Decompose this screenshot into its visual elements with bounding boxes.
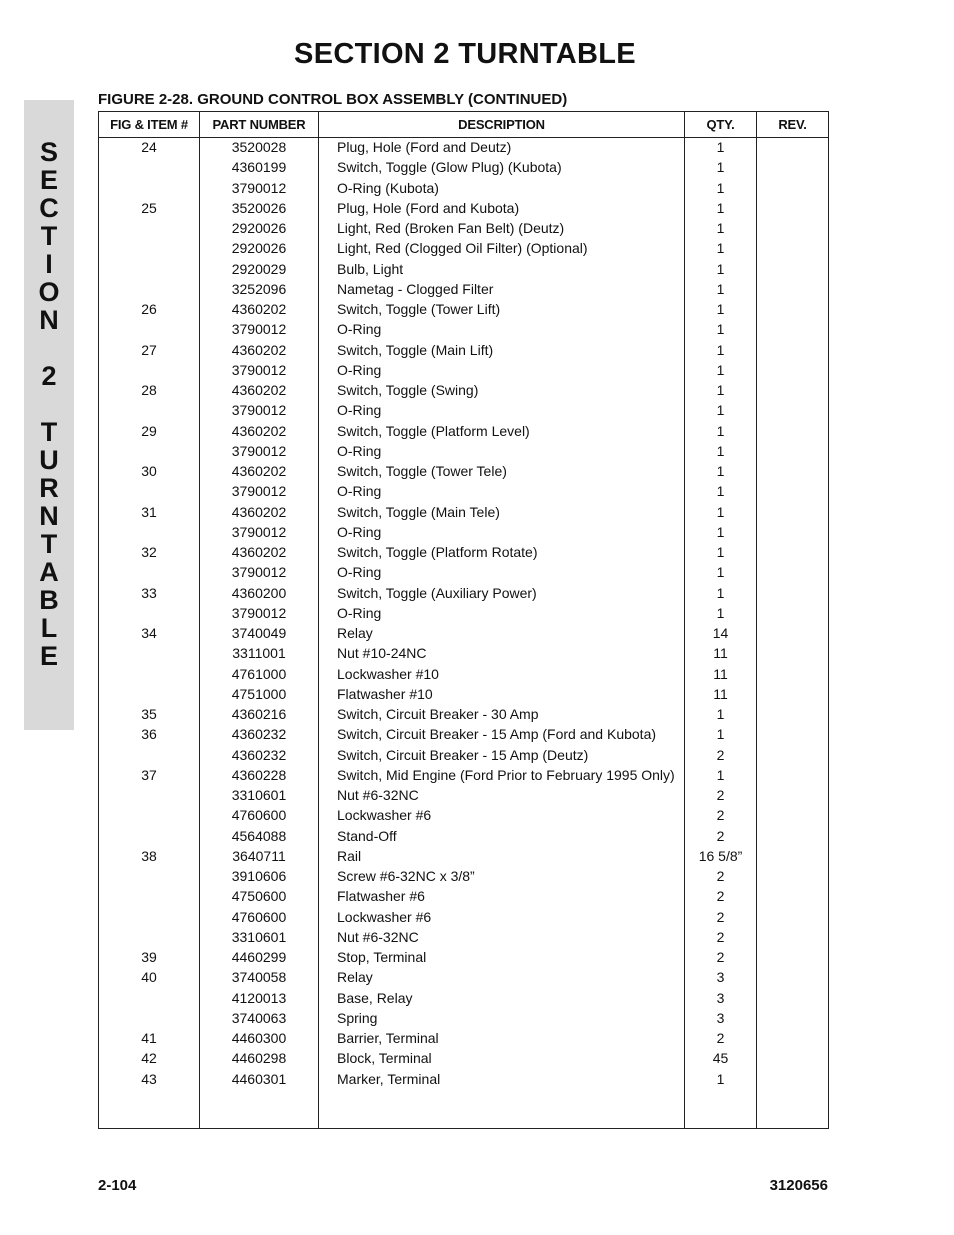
description-cell: Light, Red (Clogged Oil Filter) (Optional) (337, 240, 588, 257)
fig-item-cell: 38 (141, 847, 157, 864)
part-number-cell: 3740063 (231, 1009, 287, 1026)
part-number-cell: 3740049 (231, 625, 287, 641)
description-cell: Relay (337, 625, 373, 641)
side-tab-letter: L (40, 613, 58, 643)
description-cell: Switch, Circuit Breaker - 15 Amp (Ford and Kubota) (337, 726, 657, 743)
fig-item-cell: 31 (141, 503, 157, 520)
description-cell: Flatwasher #6 (337, 888, 425, 905)
side-tab-letter: E (39, 641, 58, 671)
document-number: 3120656 (769, 1177, 828, 1194)
table-row (99, 785, 828, 805)
table-row (99, 724, 828, 744)
table-row (99, 319, 828, 339)
qty-cell: 1 (716, 179, 725, 196)
table-row (99, 502, 828, 522)
table-row (99, 947, 828, 967)
fig-item-cell: 29 (141, 422, 157, 439)
fig-item-cell: 28 (141, 382, 157, 398)
table-row (99, 826, 828, 846)
table-row (99, 765, 828, 785)
side-tab-letter: O (38, 277, 60, 307)
qty-cell: 1 (716, 483, 725, 500)
part-number-cell: 4360232 (231, 726, 287, 743)
table-row (99, 562, 828, 582)
fig-item-cell: 35 (141, 706, 157, 722)
description-cell: Lockwasher #10 (337, 665, 439, 682)
qty-cell: 11 (713, 685, 728, 702)
qty-cell: 3 (716, 989, 725, 1006)
qty-cell: 2 (716, 746, 725, 763)
part-number-cell: 4360202 (231, 341, 287, 358)
qty-cell: 1 (716, 361, 725, 378)
section-title: SECTION 2 TURNTABLE (294, 38, 636, 70)
part-number-cell: 4760600 (231, 807, 287, 824)
part-number-cell: 3790012 (231, 442, 287, 459)
description-cell: Screw #6-32NC x 3/8” (337, 868, 475, 884)
qty-cell: 2 (716, 1030, 725, 1046)
table-row (99, 380, 828, 400)
description-cell: Relay (337, 969, 373, 986)
qty-cell: 1 (716, 604, 725, 621)
fig-item-cell: 37 (141, 766, 157, 783)
part-number-cell: 3252096 (231, 280, 287, 297)
description-cell: Lockwasher #6 (337, 807, 432, 824)
table-row (99, 603, 828, 623)
description-cell: O-Ring (337, 361, 382, 378)
part-number-cell: 3520026 (231, 199, 287, 216)
fig-item-cell: 41 (141, 1030, 157, 1046)
table-row (99, 988, 828, 1008)
side-tab-letter: T (40, 221, 58, 251)
table-row (99, 461, 828, 481)
table-row (99, 1048, 828, 1068)
qty-cell: 1 (716, 280, 725, 297)
qty-cell: 11 (713, 665, 728, 682)
side-tab-letter: 2 (41, 361, 57, 391)
table-row (99, 279, 828, 299)
part-number-cell: 4360202 (231, 503, 287, 520)
table-row (99, 360, 828, 380)
description-cell: Spring (337, 1009, 378, 1026)
description-cell: Nametag - Clogged Filter (337, 280, 494, 297)
qty-cell: 1 (716, 564, 725, 581)
fig-item-cell: 40 (141, 969, 157, 986)
table-row (99, 299, 828, 319)
side-tab-letter: I (45, 249, 53, 279)
part-number-cell: 4360202 (231, 301, 287, 317)
table-row (99, 137, 828, 157)
part-number-cell: 4360202 (231, 422, 287, 439)
table-row (99, 866, 828, 886)
description-cell: O-Ring (337, 604, 382, 621)
description-cell: O-Ring (337, 442, 382, 459)
table-row (99, 805, 828, 825)
header-qty: QTY. (706, 117, 735, 132)
part-number-cell: 3311001 (232, 645, 286, 662)
fig-item-cell: 24 (141, 139, 157, 155)
fig-item-cell: 36 (141, 726, 157, 743)
table-row (99, 542, 828, 562)
table-row (99, 684, 828, 704)
table-row (99, 927, 828, 947)
part-number-cell: 4360228 (231, 766, 287, 783)
description-cell: Nut #6-32NC (337, 787, 419, 803)
qty-cell: 16 5/8” (698, 847, 743, 864)
description-cell: Plug, Hole (Ford and Deutz) (337, 139, 512, 155)
part-number-cell: 4360216 (231, 706, 287, 722)
part-number-cell: 3310601 (231, 928, 287, 945)
qty-cell: 1 (716, 159, 725, 176)
side-tab-letter: N (39, 501, 59, 531)
qty-cell: 11 (713, 645, 728, 662)
table-row (99, 259, 828, 279)
table-row (99, 886, 828, 906)
table-row (99, 583, 828, 603)
table-row (99, 907, 828, 927)
header-rev: REV. (778, 117, 807, 132)
side-tab-letter: U (39, 445, 59, 475)
parts-table (98, 111, 829, 1129)
fig-item-cell: 32 (141, 544, 157, 560)
qty-cell: 1 (716, 240, 725, 257)
part-number-cell: 3910606 (231, 868, 287, 884)
qty-cell: 1 (716, 503, 725, 520)
qty-cell: 1 (716, 422, 725, 439)
part-number-cell: 3790012 (231, 179, 287, 196)
part-number-cell: 4750600 (231, 888, 287, 905)
description-cell: Nut #10-24NC (337, 645, 427, 662)
side-tab-letter: N (39, 305, 59, 335)
description-cell: Switch, Toggle (Glow Plug) (Kubota) (337, 159, 562, 176)
part-number-cell: 2920029 (231, 260, 287, 277)
table-body (99, 137, 828, 1089)
table-row (99, 1069, 828, 1089)
part-number-cell: 3790012 (231, 523, 287, 540)
description-cell: O-Ring (337, 564, 382, 581)
qty-cell: 2 (716, 827, 725, 844)
qty-cell: 1 (716, 301, 725, 317)
fig-item-cell: 30 (141, 463, 157, 479)
description-cell: Stand-Off (337, 827, 397, 844)
table-row (99, 623, 828, 643)
fig-item-cell: 26 (141, 301, 157, 317)
qty-cell: 2 (716, 908, 725, 925)
part-number-cell: 4564088 (231, 827, 287, 844)
qty-cell: 2 (716, 949, 725, 965)
qty-cell: 1 (716, 706, 725, 722)
table-row (99, 643, 828, 663)
side-tab-letters (24, 138, 74, 670)
description-cell: Marker, Terminal (337, 1070, 441, 1087)
qty-cell: 1 (716, 1070, 725, 1087)
part-number-cell: 4360232 (231, 746, 287, 763)
part-number-cell: 4460300 (231, 1030, 287, 1046)
description-cell: Switch, Toggle (Auxiliary Power) (337, 584, 537, 601)
table-row (99, 340, 828, 360)
fig-item-cell: 33 (141, 584, 157, 601)
description-cell: Barrier, Terminal (337, 1030, 439, 1046)
qty-cell: 3 (716, 969, 725, 986)
part-number-cell: 4360200 (231, 584, 287, 601)
part-number-cell: 3790012 (231, 564, 287, 581)
description-cell: Plug, Hole (Ford and Kubota) (337, 199, 520, 216)
qty-cell: 1 (716, 544, 725, 560)
qty-cell: 2 (716, 868, 725, 884)
part-number-cell: 3640711 (232, 847, 286, 864)
qty-cell: 1 (716, 260, 725, 277)
qty-cell: 2 (716, 928, 725, 945)
description-cell: Switch, Toggle (Tower Tele) (337, 463, 507, 479)
table-row (99, 846, 828, 866)
side-tab-letter: T (40, 529, 58, 559)
part-number-cell: 3310601 (231, 787, 287, 803)
table-row (99, 704, 828, 724)
fig-item-cell: 34 (141, 625, 157, 641)
description-cell: Switch, Toggle (Main Lift) (337, 341, 494, 358)
description-cell: O-Ring (337, 523, 382, 540)
part-number-cell: 2920026 (231, 220, 287, 236)
part-number-cell: 4360202 (231, 382, 287, 398)
fig-item-cell: 42 (141, 1050, 157, 1067)
part-number-cell: 4460299 (231, 949, 287, 965)
qty-cell: 1 (716, 341, 725, 358)
qty-cell: 1 (716, 402, 725, 419)
side-tab-letter: A (39, 557, 59, 587)
part-number-cell: 4761000 (231, 665, 287, 682)
description-cell: O-Ring (Kubota) (337, 179, 439, 196)
qty-cell: 3 (716, 1009, 725, 1026)
page-number: 2-104 (98, 1177, 137, 1194)
part-number-cell: 2920026 (231, 240, 287, 257)
description-cell: Rail (337, 847, 362, 864)
qty-cell: 1 (716, 220, 725, 236)
part-number-cell: 4760600 (231, 908, 287, 925)
side-tab-letter: B (39, 585, 59, 615)
part-number-cell: 3790012 (231, 361, 287, 378)
qty-cell: 1 (716, 382, 725, 398)
part-number-cell: 4460301 (231, 1070, 287, 1087)
description-cell: Stop, Terminal (337, 949, 427, 965)
part-number-cell: 4751000 (231, 685, 287, 702)
table-row (99, 1008, 828, 1028)
header-description: DESCRIPTION (458, 117, 545, 132)
table-row (99, 745, 828, 765)
qty-cell: 1 (716, 584, 725, 601)
table-row (99, 1028, 828, 1048)
description-cell: O-Ring (337, 402, 382, 419)
description-cell: O-Ring (337, 483, 382, 500)
description-cell: Nut #6-32NC (337, 928, 419, 945)
fig-item-cell: 25 (141, 199, 157, 216)
table-row (99, 157, 828, 177)
side-tab-letter: T (40, 417, 58, 447)
description-cell: Switch, Toggle (Swing) (337, 382, 479, 398)
qty-cell: 1 (716, 139, 725, 155)
qty-cell: 2 (716, 807, 725, 824)
fig-item-cell: 27 (141, 341, 157, 358)
table-row (99, 400, 828, 420)
description-cell: Light, Red (Broken Fan Belt) (Deutz) (337, 220, 565, 236)
description-cell: Switch, Mid Engine (Ford Prior to February 1995 Only) (337, 766, 675, 783)
figure-title: FIGURE 2-28. GROUND CONTROL BOX ASSEMBLY (CONTINUED) (98, 91, 568, 108)
header-part-number: PART NUMBER (212, 117, 306, 132)
header-item: FIG & ITEM # (110, 117, 188, 132)
table-row (99, 664, 828, 684)
qty-cell: 1 (716, 766, 725, 783)
part-number-cell: 3740058 (231, 969, 287, 986)
part-number-cell: 3790012 (231, 604, 287, 621)
qty-cell: 1 (716, 523, 725, 540)
part-number-cell: 4360202 (231, 544, 287, 560)
table-row (99, 238, 828, 258)
table-row (99, 198, 828, 218)
side-tab-letter: C (39, 193, 59, 223)
description-cell: Lockwasher #6 (337, 908, 432, 925)
description-cell: Base, Relay (337, 989, 413, 1006)
qty-cell: 14 (712, 625, 729, 641)
part-number-cell: 4360202 (231, 463, 287, 479)
fig-item-cell: 43 (141, 1070, 157, 1087)
table-row (99, 218, 828, 238)
side-tab-letter: R (39, 473, 59, 503)
qty-cell: 2 (716, 787, 725, 803)
section-side-tab (24, 100, 74, 730)
description-cell: Block, Terminal (337, 1050, 432, 1067)
part-number-cell: 3520028 (231, 139, 287, 155)
qty-cell: 1 (716, 463, 725, 479)
table-row (99, 967, 828, 987)
qty-cell: 45 (712, 1050, 729, 1067)
description-cell: Switch, Toggle (Tower Lift) (337, 301, 501, 317)
part-number-cell: 4120013 (231, 989, 287, 1006)
table-row (99, 421, 828, 441)
description-cell: O-Ring (337, 321, 382, 338)
qty-cell: 1 (716, 321, 725, 338)
table-row (99, 441, 828, 461)
description-cell: Switch, Toggle (Main Tele) (337, 503, 500, 520)
part-number-cell: 3790012 (231, 483, 287, 500)
qty-cell: 2 (716, 888, 725, 905)
description-cell: Bulb, Light (337, 260, 404, 277)
part-number-cell: 3790012 (231, 402, 287, 419)
description-cell: Switch, Toggle (Platform Level) (337, 422, 530, 439)
part-number-cell: 4360199 (231, 159, 287, 176)
description-cell: Switch, Circuit Breaker - 30 Amp (337, 706, 539, 722)
side-tab-letter: E (39, 165, 58, 195)
table-row (99, 522, 828, 542)
side-tab-letter: S (39, 137, 58, 167)
description-cell: Flatwasher #10 (337, 685, 433, 702)
qty-cell: 1 (716, 442, 725, 459)
table-row (99, 178, 828, 198)
part-number-cell: 3790012 (231, 321, 287, 338)
qty-cell: 1 (716, 726, 725, 743)
part-number-cell: 4460298 (231, 1050, 287, 1067)
table-row (99, 481, 828, 501)
fig-item-cell: 39 (141, 949, 157, 965)
description-cell: Switch, Toggle (Platform Rotate) (337, 544, 538, 560)
description-cell: Switch, Circuit Breaker - 15 Amp (Deutz) (337, 746, 589, 763)
qty-cell: 1 (716, 199, 725, 216)
